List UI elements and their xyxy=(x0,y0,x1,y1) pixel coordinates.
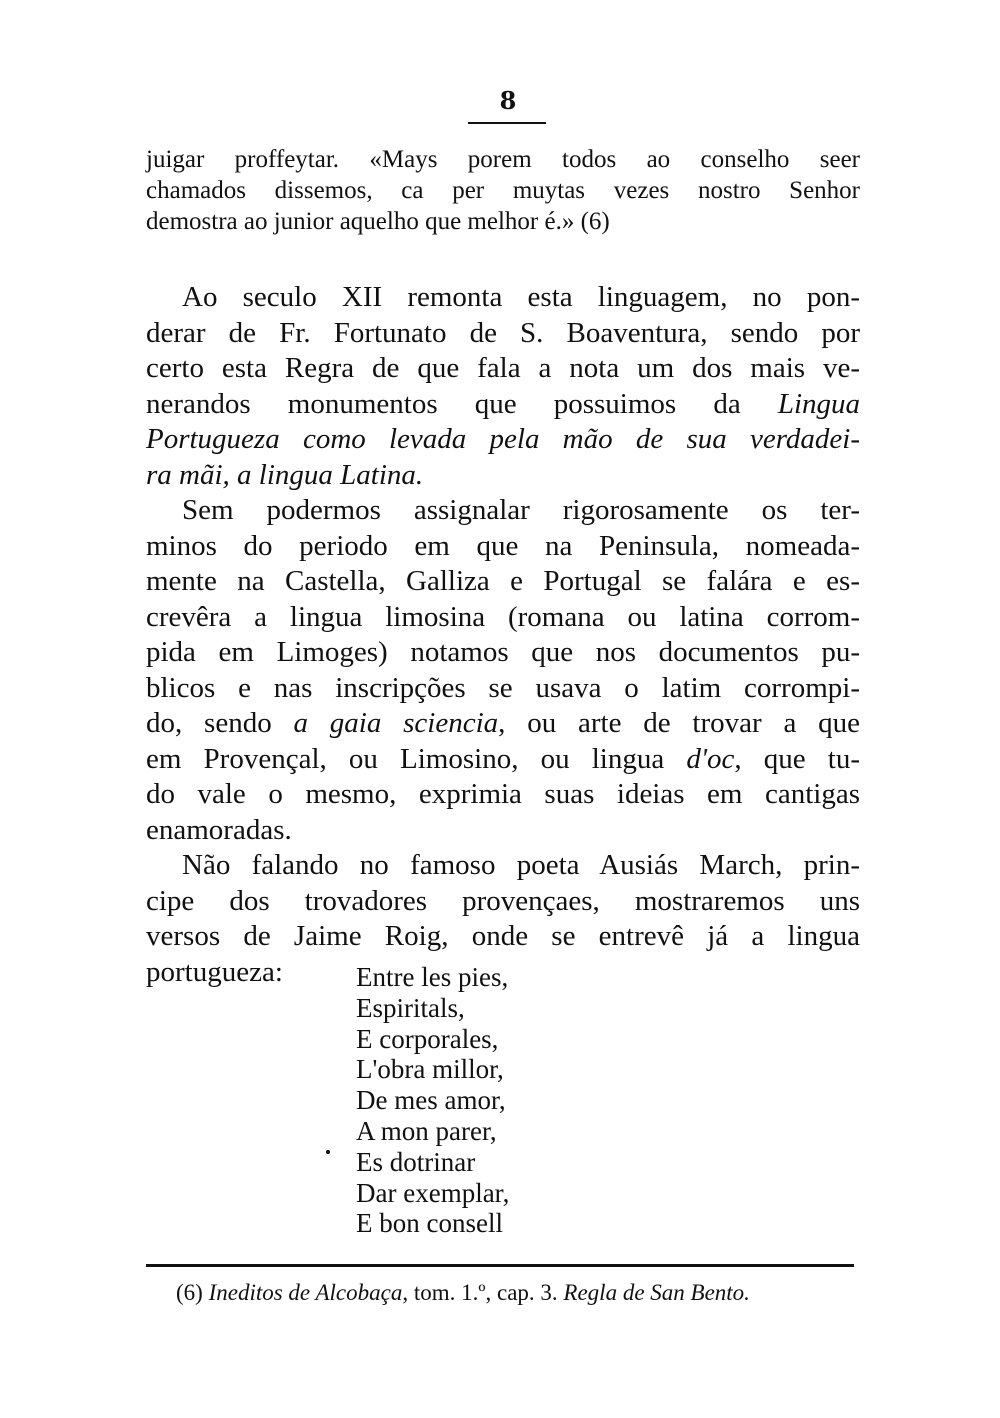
poem-line: Entre les pies, xyxy=(356,962,509,992)
poem-line: Dar exemplar, xyxy=(356,1177,510,1208)
text-line: certo esta Regra de que fala a nota um dos mais ve- xyxy=(146,352,860,384)
text-line: portugueza: xyxy=(146,955,283,988)
poem-line: De mes amor, xyxy=(356,1085,506,1116)
text-span: , que tu- xyxy=(734,742,860,775)
text-span: do, sendo xyxy=(146,707,294,739)
print-speck xyxy=(326,1150,330,1154)
poem-line: Es dotrinar xyxy=(356,1146,476,1177)
text-line: Sem podermos assignalar rigorosamente os ter- xyxy=(182,494,860,526)
text-span: em Provençal, ou Limosino, ou lingua xyxy=(146,742,687,775)
text-line: Ao seculo XII remonta esta linguagem, no pon- xyxy=(182,281,860,313)
text-line: do vale o mesmo, exprimia suas ideias em cantigas xyxy=(146,778,860,810)
main-text xyxy=(146,280,860,990)
poem-line: E bon consell xyxy=(356,1208,503,1239)
poem-line: L'obra millor, xyxy=(356,1054,504,1085)
text-line: derar de Fr. Fortunato de S. Boaventura, sendo por xyxy=(146,316,860,349)
italic-span: d'oc xyxy=(686,742,735,775)
page-number: 8 xyxy=(499,86,517,115)
text-line: crevêra a lingua limosina (romana ou latina corrom- xyxy=(146,600,860,633)
text-line: cipe dos trovadores provençaes, mostraremos uns xyxy=(146,884,860,917)
text-line xyxy=(146,742,860,778)
text-line: enamoradas. xyxy=(146,813,292,846)
header-rule xyxy=(468,122,546,124)
text-line xyxy=(146,387,860,423)
footnote-reference: , tom. 1.º, cap. 3. xyxy=(402,1280,564,1305)
footnote xyxy=(176,1280,750,1306)
text-line: versos de Jaime Roig, onde se entrevê já a lingua xyxy=(146,920,860,952)
poem-verses xyxy=(356,962,509,1239)
text-line: demostra ao junior aquelho que melhor é.» (6) xyxy=(146,208,610,235)
poem-line: A mon parer, xyxy=(356,1115,497,1146)
footnote-rule xyxy=(146,1264,854,1267)
text-line: Portugueza como levada pela mão de sua verdadei- xyxy=(146,423,860,455)
text-line: juigar proffeytar. «Mays porem todos ao conselho seer xyxy=(146,146,860,173)
text-line xyxy=(146,706,860,742)
footnote-title: Regla de San Bento. xyxy=(563,1280,750,1305)
text-span: nerandos monumentos que possuimos da xyxy=(146,387,778,420)
text-line: minos do periodo em que na Peninsula, nomeada- xyxy=(146,529,860,562)
italic-span: Lingua xyxy=(777,387,860,420)
footnote-marker: (6) xyxy=(176,1280,203,1305)
text-span: , ou arte de trovar a que xyxy=(498,707,860,739)
intro-quote xyxy=(146,144,860,237)
text-line: blicos e nas inscripções se usava o latim corrompi- xyxy=(146,671,860,704)
italic-span: a gaia sciencia xyxy=(293,707,499,739)
poem-line: Espiritals, xyxy=(356,992,465,1023)
text-line: mente na Castella, Galliza e Portugal se falára e es- xyxy=(146,565,860,597)
text-line: pida em Limoges) notamos que nos documentos pu- xyxy=(146,636,860,668)
poem-line: E corporales, xyxy=(356,1023,499,1054)
text-line: Não falando no famoso poeta Ausiás March, prin- xyxy=(182,849,860,881)
text-line: ra mãi, a lingua Latina. xyxy=(146,458,424,491)
footnote-source: Ineditos de Alcobaça xyxy=(208,1280,403,1305)
text-line: chamados dissemos, ca per muytas vezes nostro Senhor xyxy=(146,177,860,204)
